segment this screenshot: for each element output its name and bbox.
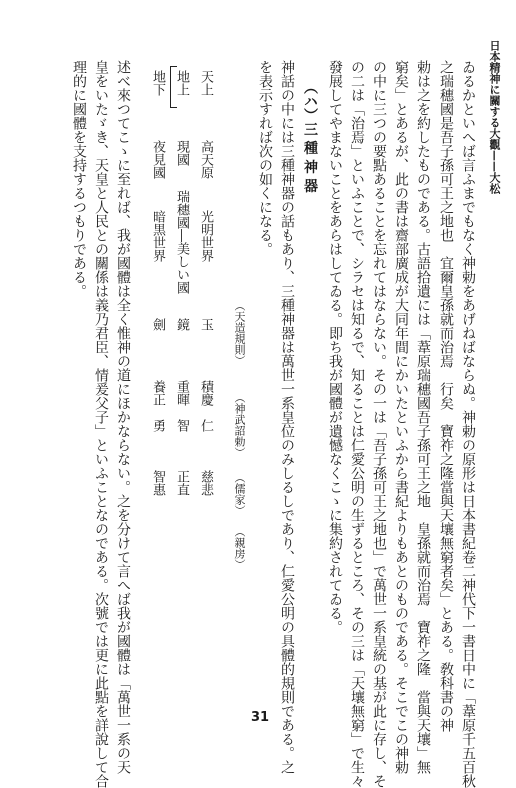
table-cell: 地下 bbox=[150, 70, 165, 96]
table-source-label: （儒家） bbox=[233, 472, 246, 516]
table-source-label: （親房） bbox=[233, 526, 246, 570]
text-column: 述べ來つてこゝに至れば、我が國體は全く惟神の道にほかならない。之を分けて言へば我が國體は「萬世一系の天 bbox=[115, 60, 131, 774]
table-cell: 重暉 智 bbox=[174, 380, 189, 432]
table-source-label: （天造規則） bbox=[233, 300, 246, 366]
table-cell: 天上 bbox=[198, 70, 213, 96]
table-cell: 養正 勇 bbox=[150, 380, 165, 432]
table-cell: 劍 bbox=[150, 318, 165, 331]
table-cell: 高天原 bbox=[198, 140, 213, 179]
table-cell: 現國 bbox=[174, 140, 189, 166]
text-column: 發展してやまないことをあらはしてゐる。即ち我が國體が遺憾なくこゝに集約されてゐる。 bbox=[327, 60, 343, 634]
text-column: の中に三つの要點あることを忘れてはならない。その一は「吾子孫可王之地也」で萬世一系皇統の基が此に存し、そ bbox=[371, 60, 387, 788]
text-column: 勅は之を約したものである。古語拾遺には「葦原瑞穗國吾子孫可王之地 皇孫就而治焉 寶祚之隆 當與天壤」無 bbox=[415, 60, 431, 774]
text-column: 皇をいたゞき、天皇と人民との關係は義乃君臣、情爰父子」といふことなのである。次號では更に此點を詳說して合 bbox=[93, 60, 109, 788]
table-source-label: （神武詔勅） bbox=[233, 392, 246, 458]
text-column: 神話の中には三種神器の話もあり、三種神器は萬世一系皇位のみしるしであり、仁愛公明の具體的規則である。之 bbox=[279, 60, 295, 774]
table-cell: 智惠 bbox=[150, 470, 165, 496]
page-number: 31 bbox=[250, 710, 270, 725]
table-cell: 玉 bbox=[198, 318, 213, 331]
table-cell: 暗黒世界 bbox=[150, 210, 165, 262]
text-column: の二は「治焉」といふことで、シラセは知るで、知ることは仁愛公明の生ずるところ、その三は「天壤無窮」で生々 bbox=[349, 60, 365, 788]
text-column: ゐるかといへば言ふまでもなく神勅をあげねばならぬ。神勅の原形は日本書紀卷二神代下一書日中に「葦原千五百秋 bbox=[460, 60, 476, 788]
section-heading: （ハ）三 種 神 器 bbox=[302, 80, 318, 193]
text-column: 理的に國體を支持するつもりである。 bbox=[71, 60, 87, 298]
table-cell: 鏡 bbox=[174, 318, 189, 331]
table-cell: 瑞穗國―美しい國 bbox=[174, 190, 189, 294]
text-column: を表示すれば次の如くになる。 bbox=[257, 60, 273, 256]
text-column: 之瑞穗國是吾子孫可王之地也 宜爾皇孫就而治焉 行矣 寶祚之隆當與天壤無窮者矣」とある。敎科書の神 bbox=[438, 60, 454, 732]
table-cell: 光明世界 bbox=[198, 210, 213, 262]
table-cell: 地上 bbox=[174, 70, 189, 96]
table-cell: 正直 bbox=[174, 470, 189, 496]
running-header: 日本精神に關する大觀——大松 bbox=[488, 40, 501, 194]
table-cell: 積慶 仁 bbox=[198, 380, 213, 432]
text-column: 窮矣」とあるが、此の書は齋部廣成が大同年間にかいたといふから書紀よりもあとのものである。そこでこの神勅 bbox=[393, 60, 409, 774]
table-cell: 慈悲 bbox=[198, 470, 213, 496]
table-cell: 夜見國 bbox=[150, 140, 165, 179]
